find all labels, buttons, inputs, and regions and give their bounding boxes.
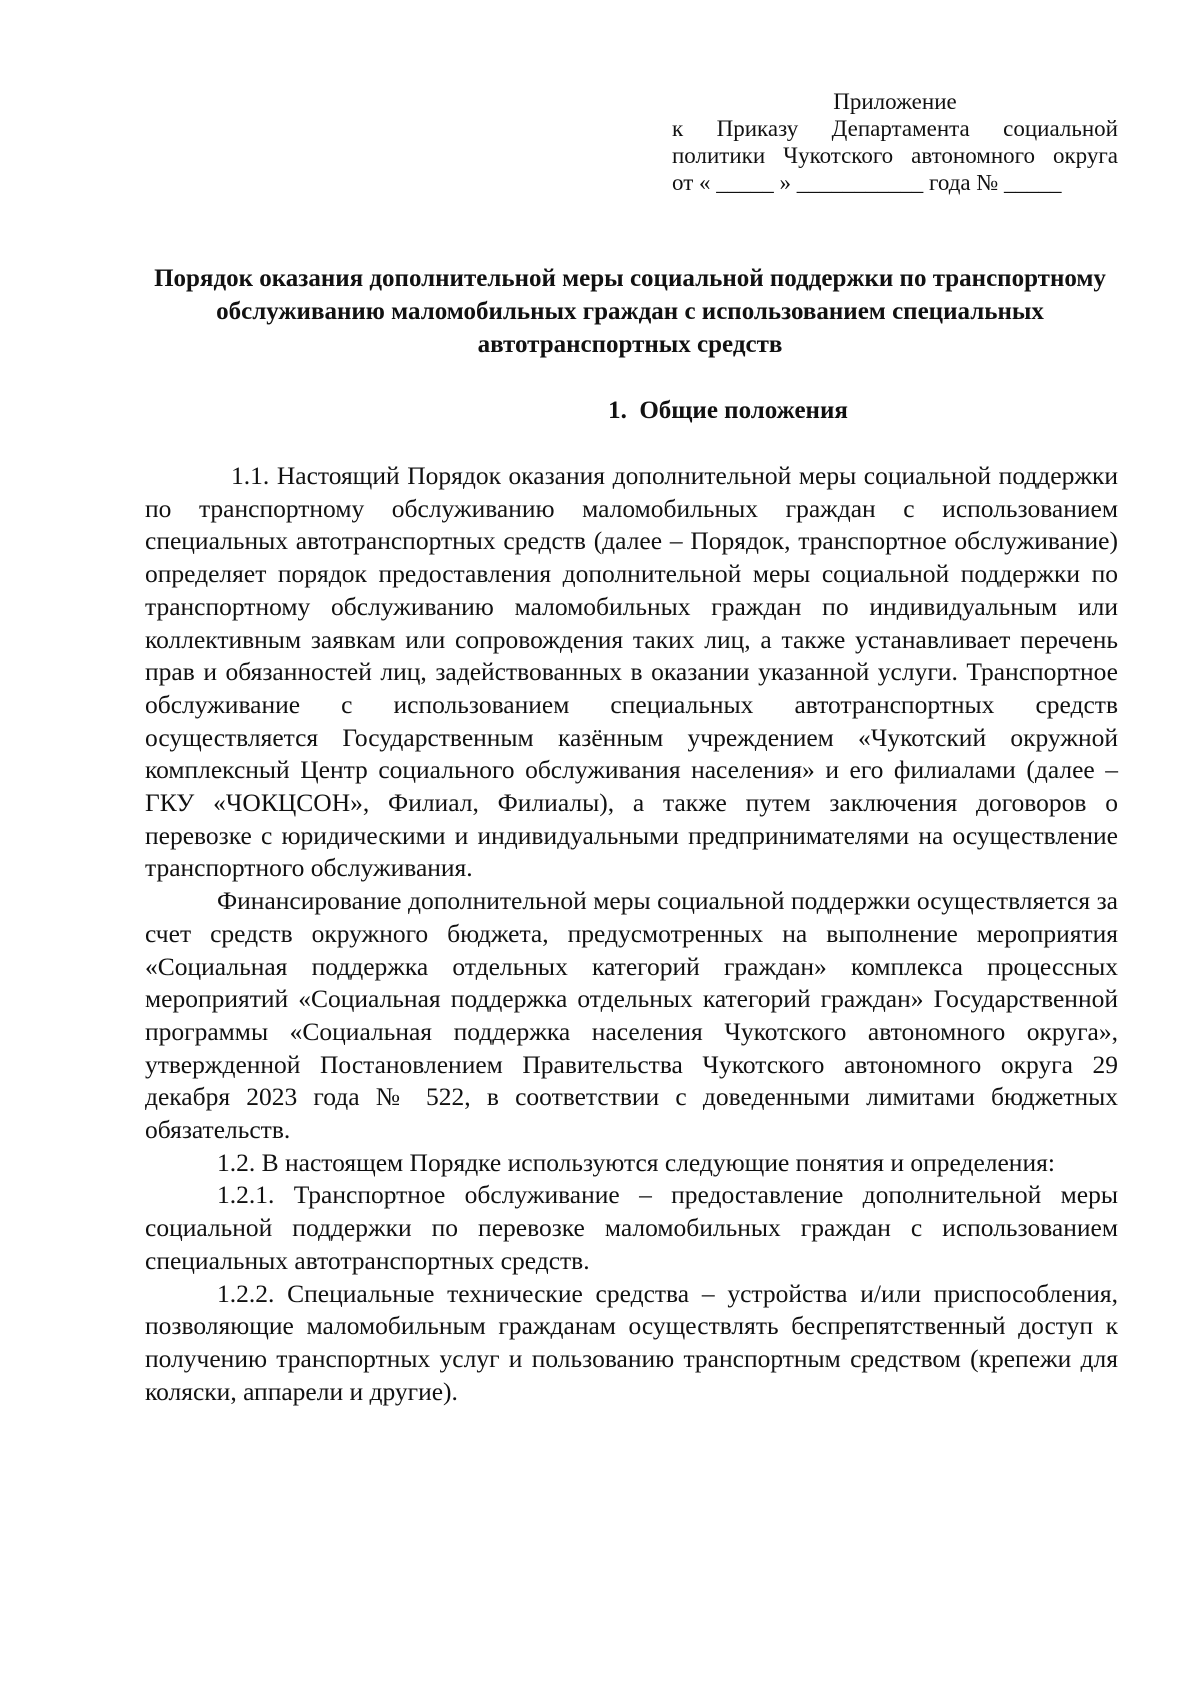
document-body xyxy=(145,460,1118,1408)
document-title: Порядок оказания дополнительной меры социальной поддержки по транспортному обслуживанию маломобильных граждан с использованием специальных автотранспортных средств xyxy=(154,265,1106,358)
paragraph-1-2: 1.2. В настоящем Порядке используются следующие понятия и определения: xyxy=(217,1147,1055,1177)
appendix-line-department: политики Чукотского автономного округа xyxy=(672,143,1118,168)
section-number: 1. xyxy=(608,397,627,424)
paragraph-1-2-1: 1.2.1. Транспортное обслуживание – предоставление дополнительной меры социальной поддержки по перевозке маломобильных граждан с использованием специальных автотранспортных средств. xyxy=(145,1180,1118,1275)
appendix-line-order: к Приказу Департамента социальной xyxy=(672,116,1118,141)
appendix-line-date-number: от « _____ » ___________ года № _____ xyxy=(672,170,1062,195)
paragraph-1-1: 1.1. Настоящий Порядок оказания дополнительной меры социальной поддержки по транспортному обслуживанию маломобильных граждан с использованием специальных автотранспортных средств (далее – Порядок, транспортное обслуживание) определяет порядок предоставления дополнительной меры социальной поддержки по транспортному обслуживанию маломобильных граждан по индивидуальным или коллективным заявкам или сопровождения таких лиц, а также устанавливает перечень прав и обязанностей лиц, задействованных в оказании указанной услуги. Транспортное обслуживание с использованием специальных автотранспортных средств осуществляется Государственным казённым учреждением «Чукотский окружной комплексный Центр социального обслуживания населения» и его филиалами (далее – ГКУ «ЧОКЦСОН», Филиал, Филиалы), а также путем заключения договоров о перевозке с юридическими и индивидуальными предпринимателями на осуществление транспортного обслуживания. xyxy=(145,461,1118,883)
appendix-block xyxy=(672,88,1118,196)
paragraph-financing: Финансирование дополнительной меры социальной поддержки осуществляется за счет средств окружного бюджета, предусмотренных на выполнение мероприятия «Социальная поддержка отдельных категорий граждан» комплекса процессных мероприятий «Социальная поддержка отдельных категорий граждан» Государственной программы «Социальная поддержка населения Чукотского автономного округа», утвержденной Постановлением Правительства Чукотского автономного округа 29 декабря 2023 года № 522, в соответствии с доведенными лимитами бюджетных обязательств. xyxy=(145,886,1118,1145)
appendix-title: Приложение xyxy=(833,89,957,114)
section-title: Общие положения xyxy=(639,397,848,424)
paragraph-1-2-2: 1.2.2. Специальные технические средства – устройства и/или приспособления, позволяющие маломобильным гражданам осуществлять беспрепятственный доступ к получению транспортных услуг и пользованию транспортным средством (крепежи для коляски, аппарели и другие). xyxy=(145,1278,1118,1406)
section-heading xyxy=(140,396,1120,426)
